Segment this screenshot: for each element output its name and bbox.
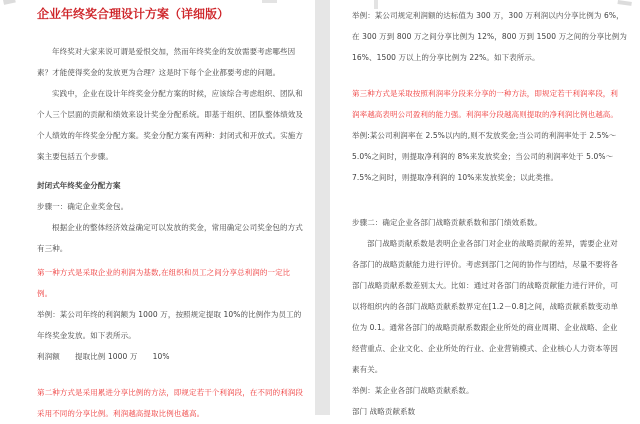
text-line: 根据企业的整体经济效益确定可以发放的奖金，常用确定公司奖金包的方式 [52,223,303,232]
text-line: 7.5%之间时，则提取净利润的 10%来发放奖金；以此类推。 [352,173,559,182]
page-corner-artifact [262,0,277,3]
text-line: 第一种方式是采取企业的利润为基数,在组织和员工之间分享总利润的一定比 [37,268,291,277]
text-line: 5.0%之间时，则提取净利润的 8%来发放奖金；当公司的利润率处于 5.0%～ [352,152,614,161]
text-line: 采用不同的分享比例。利润越高提取比例也越高。 [37,409,205,418]
document-page-left [0,0,315,418]
text-line: 以将组织内的各部门战略贡献系数界定在[1.2－0.8]之间，战略贡献系数变动单 [352,302,619,311]
text-line: 各部门的战略贡献能力进行评价。考虑到部门之间的协作与团结，尽量不要将各 [352,260,618,269]
document-title: 企业年终奖合理设计方案（详细版） [37,7,230,21]
text-line: 部门 战略贡献系数 [352,407,416,416]
text-line: 举例：某公司规定利润额的达标值为 300 万，300 万利润以内分享比例为 6%， [352,11,624,20]
document-page-right [330,0,640,415]
text-line: 润率越高表明公司盈利的能力强。利润率分段越高则提取的净利润比例也越高。 [352,110,618,119]
text-line: 素？才能使得奖金的发放更为合理？这是时下每个企业都要考虑的问题。 [37,68,281,77]
text-line: 利润额 提取比例 1000 万 10% [37,352,170,361]
page-corner-artifact [374,0,378,9]
text-line: 封闭式年终奖金分配方案 [37,181,121,190]
text-line: 案主要包括五个步骤。 [37,152,113,161]
text-line: 实践中，企业在设计年终奖金分配方案的时候，应该综合考虑组织、团队和 [52,89,303,98]
page-gap-divider [315,0,330,415]
text-line: 举例:某公司利润率在 2.5%以内的,则不发放奖金;当公司的利润率处于 2.5%～ [352,131,617,140]
text-line: 步骤二：确定企业各部门战略贡献系数和部门绩效系数。 [352,218,542,227]
text-line: 部门战略贡献系数差别太大。比如：通过对各部门的战略贡献能力进行评价，可 [352,281,618,290]
text-line: 个人绩效的年终奖金分配方案。奖金分配方案有两种：封闭式和开放式。实施方 [37,131,303,140]
page-text [37,41,305,424]
text-line: 素有关。 [352,365,383,374]
text-line: 年终奖金发放。如下表所示。 [37,331,136,340]
text-line: 举例：某公司年终的利润额为 1000 万，按照规定提取 10%的比例作为员工的 [37,310,302,319]
page-text [352,5,632,422]
text-line: 部门战略贡献系数是表明企业各部门对企业的战略贡献的差异，需要企业对 [367,239,618,248]
text-line: 举例：某企业各部门战略贡献系数。 [352,386,474,395]
text-line: 有三种。 [37,244,68,253]
text-line: 位为 0.1。通常各部门的战略贡献系数跟企业所处的商业周期、企业战略、企业 [352,323,618,332]
text-line: 例。 [37,289,53,298]
text-line: 个人三个层面的贡献和绩效来设计奖金分配系统。即基于组织、团队整体绩效及 [37,110,303,119]
text-line: 步骤一：确定企业奖金包。 [37,202,129,211]
text-line: 在 300 万到 800 万之间分享比例为 12%，800 万到 1500 万之间的分享比例为 [352,32,627,41]
text-line: 第二种方式是采用累进分享比例的方法，即规定若干个利润段，在不同的利润段 [37,388,303,397]
text-line: 年终奖对大家来说可谓是爱恨交加，然而年终奖金的发放需要考虑哪些因 [52,47,296,56]
text-line: 16%、1500 万以上的分享比例为 22%。如下表所示。 [352,53,540,62]
text-line: 经营重点、企业文化、企业所处的行业、企业营销模式、企业核心人力资本等因 [352,344,618,353]
text-line: 第三种方式是采取按照利润率分段来分享的一种方法，即规定若干利润率段，利 [352,89,618,98]
